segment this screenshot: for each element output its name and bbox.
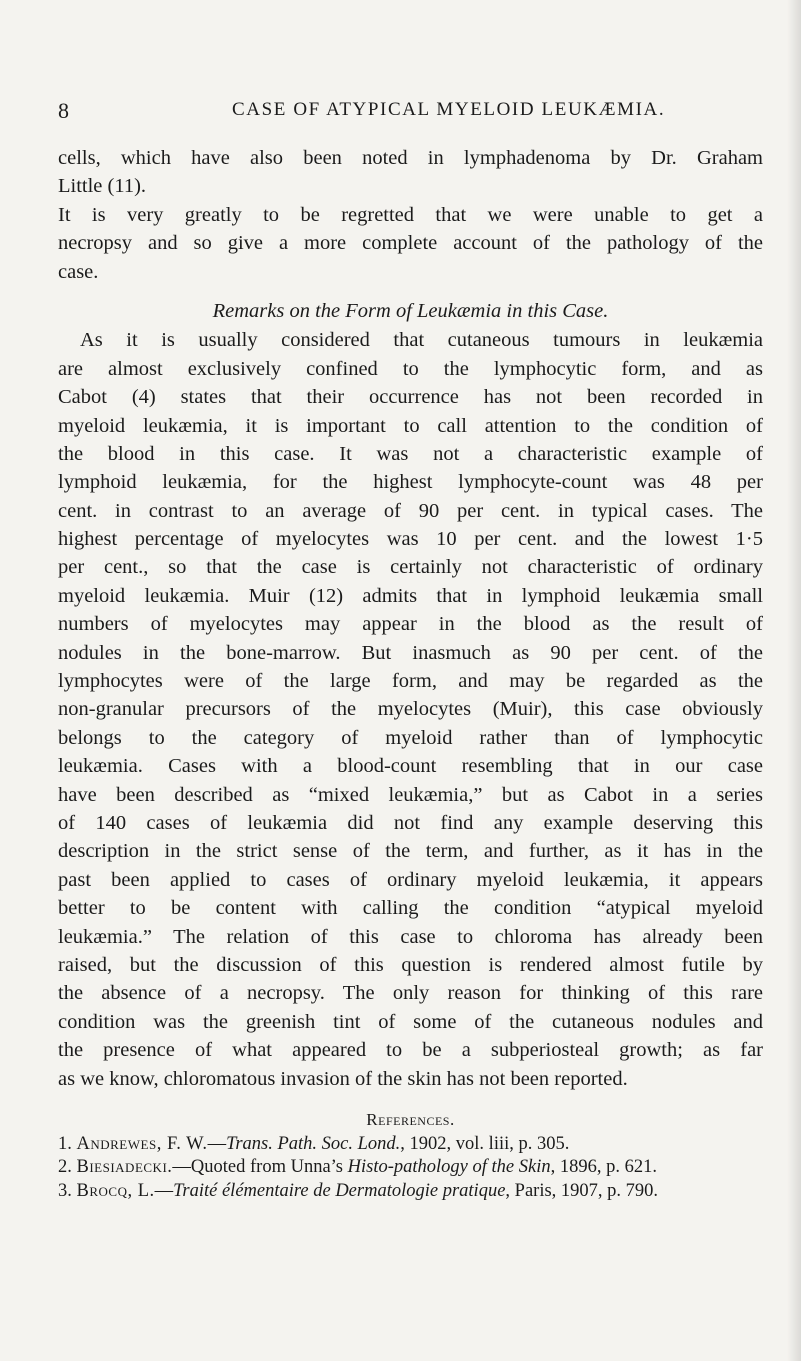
reference-work: Traité élémentaire de Dermatologie pratique [173, 1181, 506, 1202]
text-line: Cabot (4) states that their occurrence has not been recorded in [58, 386, 763, 409]
page-edge-shadow [787, 0, 801, 1361]
text-line: It is very greatly to be regretted that we were unable to get a [58, 203, 763, 226]
page-header [58, 98, 758, 128]
text-line: leukæmia. Cases with a blood-count resembling that in our case [58, 755, 763, 778]
text-line: Little (11). [58, 175, 147, 198]
reference-details: , Paris, 1907, p. 790. [505, 1181, 659, 1202]
text-line: myeloid leukæmia. Muir (12) admits that in lymphoid leukæmia small [58, 584, 763, 607]
text-line: per cent., so that the case is certainly not characteristic of ordinary [58, 556, 763, 579]
references-title: References. [366, 1109, 455, 1129]
text-line: cent. in contrast to an average of 90 per cent. in typical cases. The [58, 499, 763, 522]
reference-work: Histo-pathology of the Skin [347, 1157, 551, 1178]
text-line: past been applied to cases of ordinary myeloid leukæmia, it appears [58, 868, 763, 891]
reference-author: Brocq, L. [76, 1181, 155, 1202]
reference-details: , 1896, p. 621. [550, 1157, 657, 1178]
text-line: condition was the greenish tint of some of the cutaneous nodules and [58, 1010, 763, 1033]
reference-dash: — [172, 1157, 191, 1178]
text-line: the absence of a necropsy. The only reason for thinking of this rare [58, 982, 763, 1005]
text-line: lymphoid leukæmia, for the highest lymphocyte-count was 48 per [58, 471, 763, 494]
text-line: As it is usually considered that cutaneous tumours in leukæmia [80, 329, 763, 352]
text-line: better to be content with calling the condition “atypical myeloid [58, 897, 763, 920]
paragraph-3 [58, 326, 763, 1093]
text-line: as we know, chloromatous invasion of the skin has not been reported. [58, 1067, 628, 1090]
text-line: necropsy and so give a more complete account of the pathology of the [58, 232, 763, 255]
reference-work: Trans. Path. Soc. Lond. [226, 1133, 401, 1154]
reference-item [58, 1180, 763, 1204]
reference-author: Biesiadecki. [76, 1157, 173, 1178]
reference-number: 1. [58, 1133, 72, 1154]
body-text [58, 144, 763, 1204]
paragraph-2 [58, 201, 763, 286]
reference-item [58, 1156, 763, 1180]
reference-dash: — [207, 1133, 227, 1154]
text-line: have been described as “mixed leukæmia,” but as Cabot in a series [58, 783, 763, 806]
text-line: of 140 cases of leukæmia did not find any example deserving this [58, 811, 763, 834]
page-number: 8 [58, 98, 70, 123]
text-line: the presence of what appeared to be a subperiosteal growth; as far [58, 1039, 763, 1062]
section-heading: Remarks on the Form of Leukæmia in this Case. [212, 299, 609, 322]
reference-dash: — [154, 1181, 174, 1202]
text-line: lymphocytes were of the large form, and may be regarded as the [58, 670, 763, 693]
reference-item [58, 1133, 763, 1157]
text-line: nodules in the bone-marrow. But inasmuch as 90 per cent. of the [58, 641, 763, 664]
text-line: description in the strict sense of the term, and further, as it has in the [58, 840, 763, 863]
text-line: numbers of myelocytes may appear in the blood as the result of [58, 613, 763, 636]
text-line: raised, but the discussion of this question is rendered almost futile by [58, 953, 763, 976]
reference-prefix: Quoted from Unna’s [190, 1157, 348, 1178]
reference-number: 3. [58, 1181, 72, 1202]
text-line: cells, which have also been noted in lymphadenoma by Dr. Graham [58, 147, 763, 169]
reference-author: Andrewes, F. W. [76, 1133, 208, 1154]
references-list [58, 1133, 763, 1204]
text-line: non-granular precursors of the myelocytes (Muir), this case obviously [58, 698, 763, 721]
text-line: are almost exclusively confined to the lymphocytic form, and as [58, 357, 763, 380]
text-line: case. [58, 260, 99, 283]
paragraph-1 [58, 144, 763, 201]
reference-details: , 1902, vol. liii, p. 305. [400, 1133, 570, 1154]
reference-number: 2. [58, 1157, 72, 1178]
text-line: highest percentage of myelocytes was 10 per cent. and the lowest 1·5 [58, 528, 763, 551]
text-line: belongs to the category of myeloid rather than of lymphocytic [58, 726, 763, 749]
running-head: CASE OF ATYPICAL MYELOID LEUKÆMIA. [232, 99, 666, 120]
text-line: myeloid leukæmia, it is important to call attention to the condition of [58, 414, 763, 437]
text-line: the blood in this case. It was not a characteristic example of [58, 442, 763, 465]
text-line: leukæmia.” The relation of this case to chloroma has already been [58, 925, 763, 948]
